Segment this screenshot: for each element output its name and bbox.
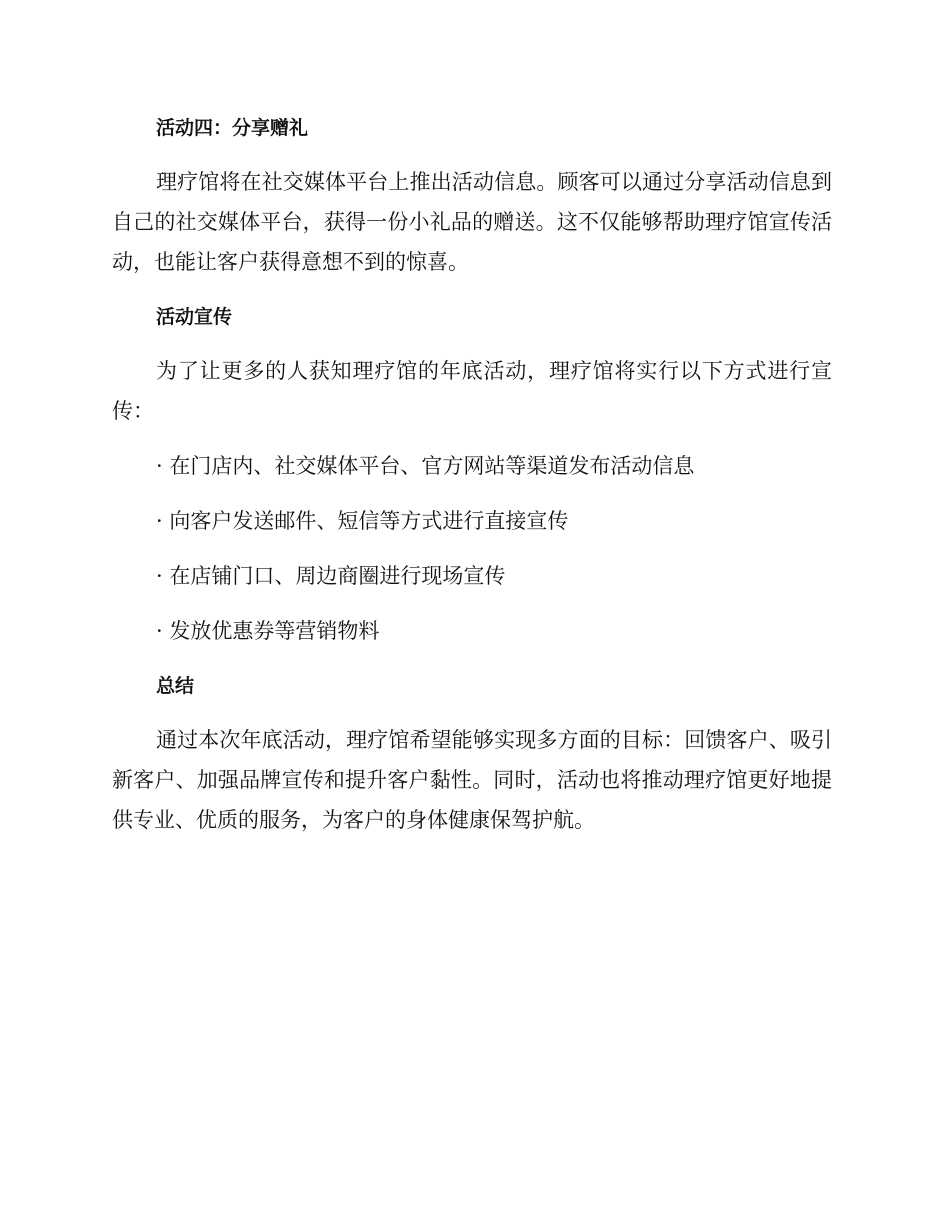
section-heading-summary: 总结 <box>156 675 195 697</box>
bullet-item: · 在门店内、社交媒体平台、官方网站等渠道发布活动信息 <box>156 454 695 478</box>
bullet-item: · 发放优惠券等营销物料 <box>156 619 380 643</box>
spacer <box>112 596 832 611</box>
spacer <box>112 282 832 297</box>
bullet-item: · 向客户发送邮件、短信等方式进行直接宣传 <box>156 509 569 533</box>
paragraph-summary: 通过本次年底活动，理疗馆希望能够实现多方面的目标：回馈客户、吸引新客户、加强品牌宣传和提升客户黏性。同时，活动也将推动理疗馆更好地提供专业、优质的服务，为客户的身体健康保驾护航。 <box>112 728 832 832</box>
spacer <box>112 541 832 556</box>
section-heading-activity4: 活动四：分享赠礼 <box>156 117 309 139</box>
spacer <box>112 148 832 162</box>
paragraph-activity4: 理疗馆将在社交媒体平台上推出活动信息。顾客可以通过分享活动信息到自己的社交媒体平台，获得一份小礼品的赠送。这不仅能够帮助理疗馆宣传活动，也能让客户获得意想不到的惊喜。 <box>112 170 832 274</box>
spacer <box>112 651 832 666</box>
spacer <box>112 486 832 501</box>
document-content <box>112 108 832 840</box>
bullet-item: · 在店铺门口、周边商圈进行现场宣传 <box>156 564 506 588</box>
spacer <box>112 706 832 720</box>
spacer <box>112 431 832 446</box>
paragraph-promotion: 为了让更多的人获知理疗馆的年底活动，理疗馆将实行以下方式进行宣传： <box>112 359 832 423</box>
section-heading-promotion: 活动宣传 <box>156 306 233 328</box>
spacer <box>112 337 832 351</box>
